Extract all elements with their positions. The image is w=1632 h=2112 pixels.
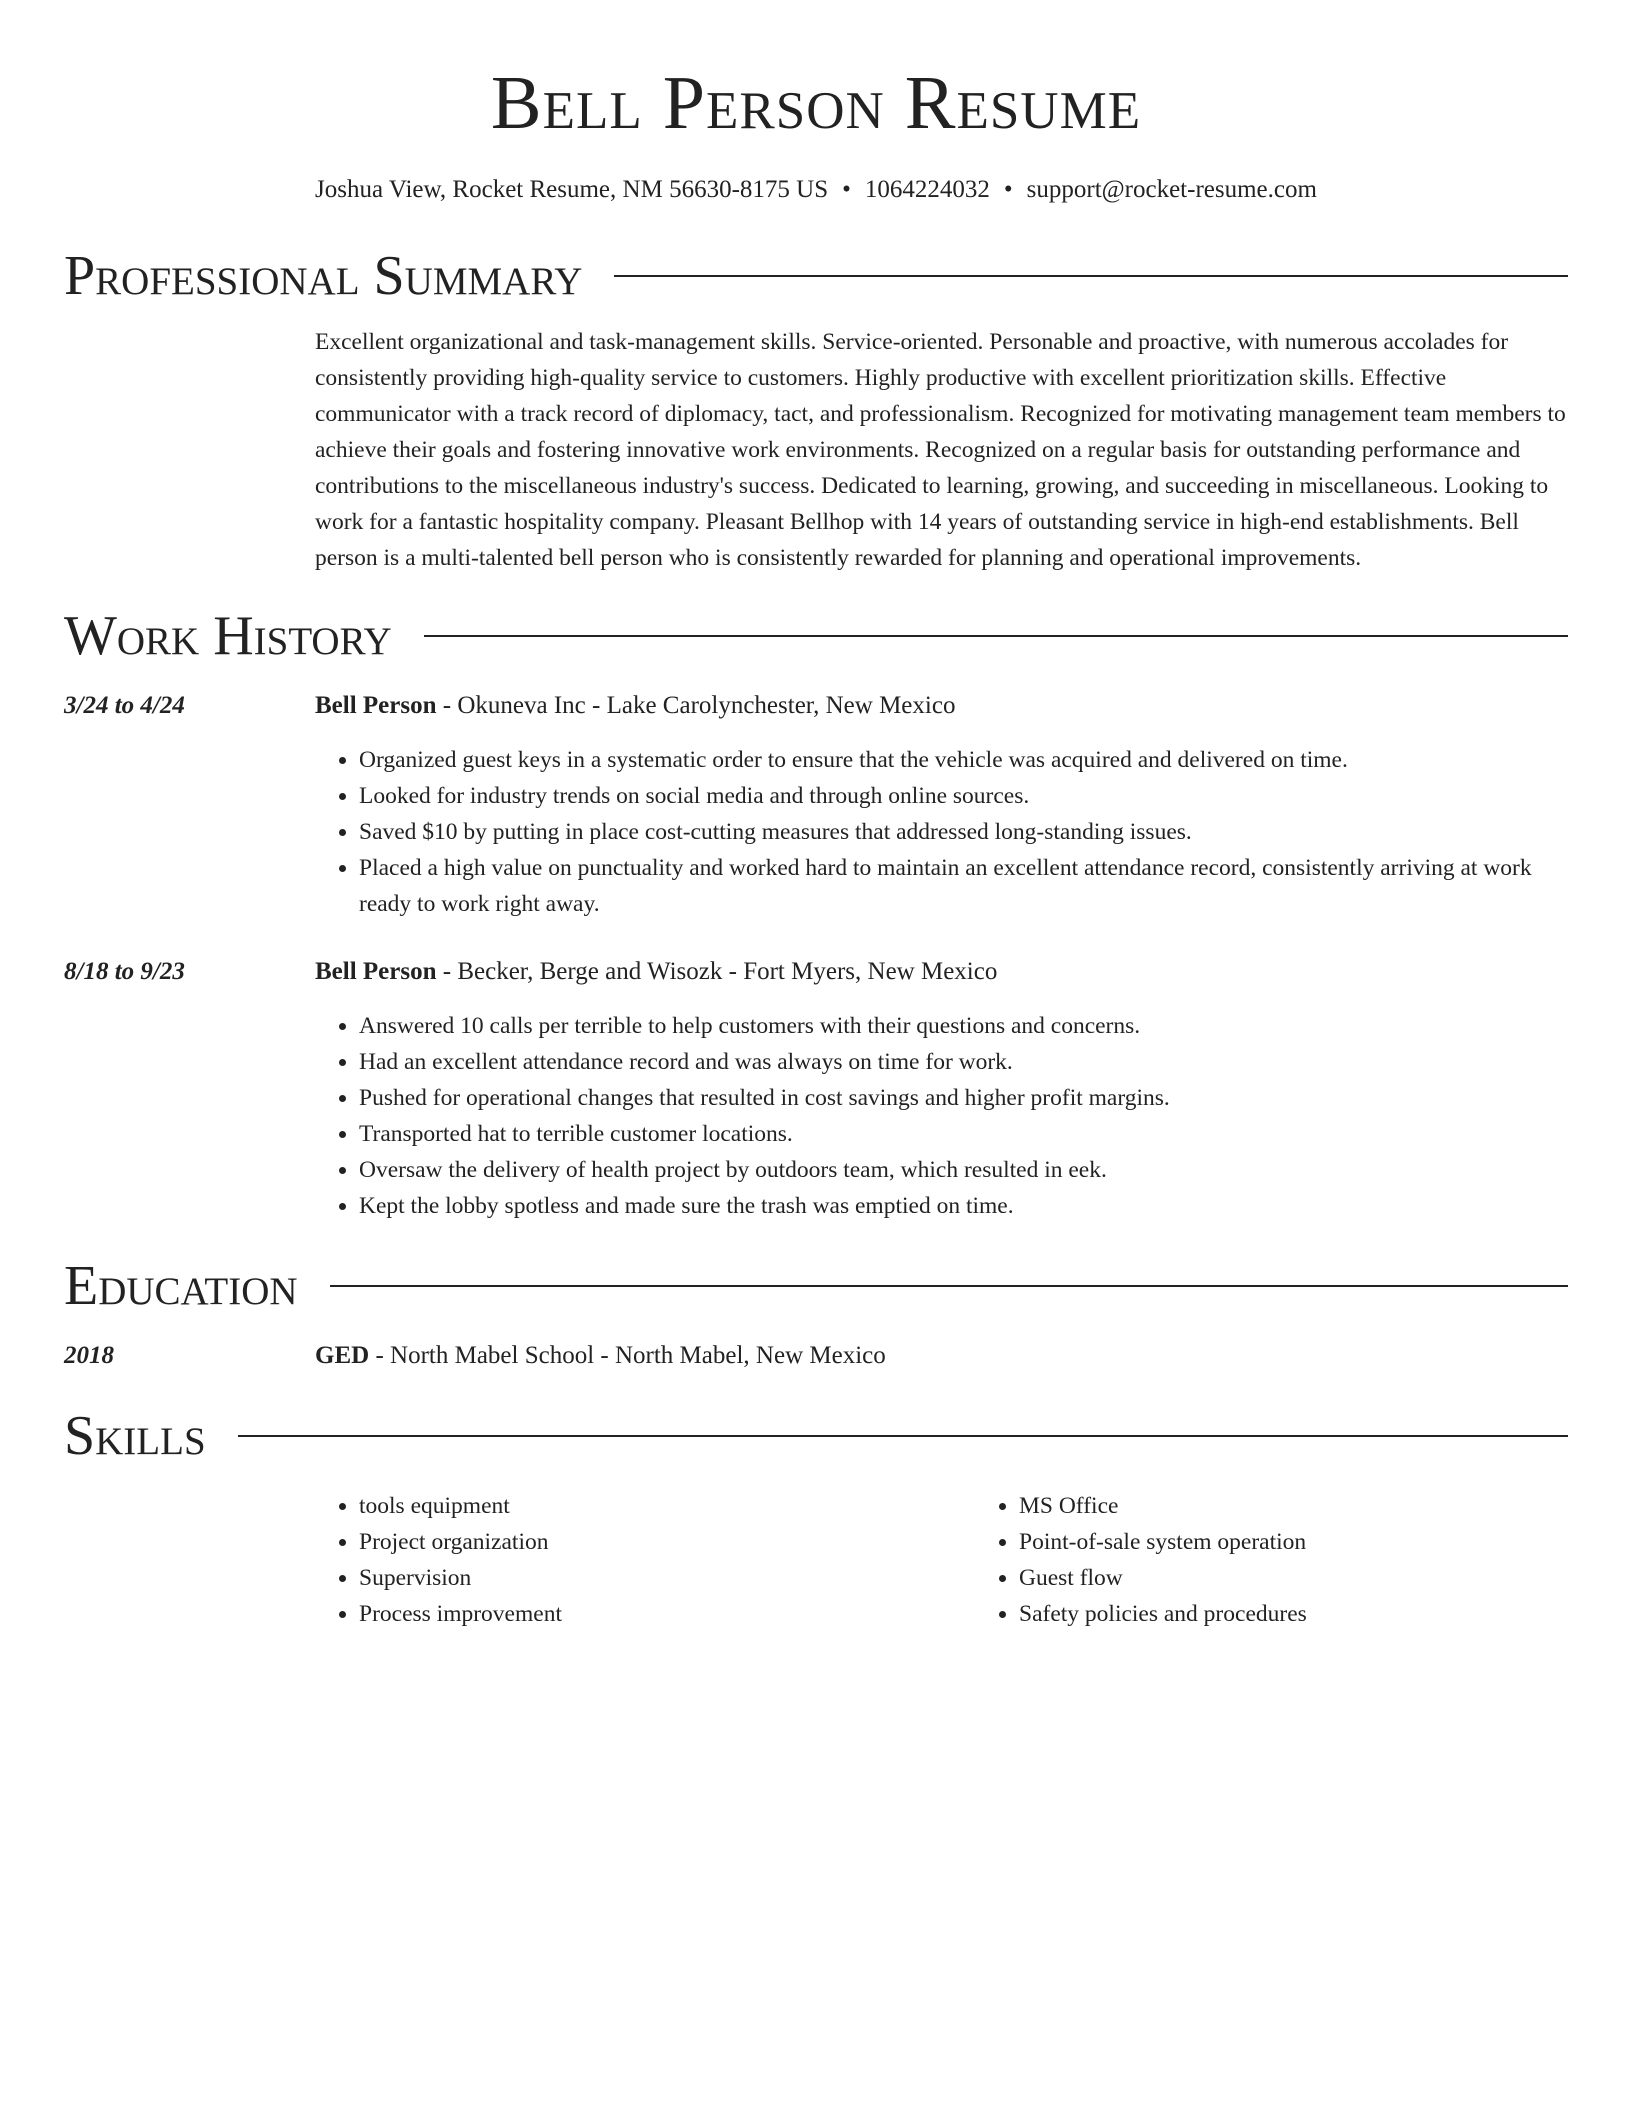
list-item: • Answered 10 calls per terrible to help customers with their questions and concerns. — [359, 1008, 1568, 1044]
contact-email: support@rocket-resume.com — [1026, 176, 1317, 203]
work-heading: Work History — [64, 605, 392, 667]
summary-text: Excellent organizational and task-management skills. Service-oriented. Personable and proactive, with numerous accolades for consistently providing high-quality service to customers. Highly productive with excellent prioritization skills. Effective communicator with a track record of diplomacy, tact, and professionalism. Recognized for motivating management team members to achieve their goals and fostering innovative work environments. Recognized on a regular basis for outstanding performance and contributions to the miscellaneous industry's success. Dedicated to learning, growing, and succeeding in miscellaneous. Looking to work for a fantastic hospitality company. Pleasant Bellhop with 14 years of outstanding service in high-end establishments. Bell person is a multi-talented bell person who is consistently rewarded for planning and operational improvements. — [315, 329, 1566, 571]
job-title: Bell Person — [315, 958, 437, 985]
skill-item: • Point-of-sale system operation — [1019, 1524, 1632, 1560]
contact-phone: 1064224032 — [864, 176, 990, 203]
section-divider — [330, 1285, 1568, 1287]
resume-page — [64, 0, 1568, 1632]
contact-separator: • — [1003, 176, 1013, 203]
job-entry — [64, 954, 1568, 1224]
education-line — [315, 1338, 1568, 1374]
job-bullets — [315, 742, 1568, 922]
skills-heading: Skills — [64, 1405, 206, 1467]
resume-title: Bell Person Resume — [490, 61, 1142, 145]
skills-grid — [315, 1488, 1568, 1632]
skill-item: • MS Office — [1019, 1488, 1632, 1524]
job-title: Bell Person — [315, 692, 437, 719]
work-section-header — [64, 604, 1568, 668]
list-item: • Oversaw the delivery of health project by outdoors team, which resulted in eek. — [359, 1152, 1568, 1188]
education-heading: Education — [64, 1255, 298, 1317]
skills-section-header — [64, 1404, 1568, 1468]
education-degree: GED — [315, 1342, 370, 1369]
education-entry — [64, 1338, 1568, 1374]
job-details: - Okuneva Inc - Lake Carolynchester, New Mexico — [436, 692, 956, 719]
education-year: 2018 — [64, 1342, 114, 1369]
list-item: • Saved $10 by putting in place cost-cutting measures that addressed long-standing issues. — [359, 814, 1568, 850]
job-dates: 3/24 to 4/24 — [64, 692, 185, 719]
job-dates: 8/18 to 9/23 — [64, 958, 185, 985]
skill-item: • Guest flow — [1019, 1560, 1632, 1596]
job-entry — [64, 688, 1568, 922]
job-header — [315, 688, 1568, 922]
skill-item: • Process improvement — [359, 1596, 975, 1632]
skill-item: • Safety policies and procedures — [1019, 1596, 1632, 1632]
list-item: • Pushed for operational changes that resulted in cost savings and higher profit margins. — [359, 1080, 1568, 1116]
list-item: • Looked for industry trends on social media and through online sources. — [359, 778, 1568, 814]
education-section-header — [64, 1254, 1568, 1318]
contact-separator: • — [842, 176, 851, 203]
job-title-line — [315, 954, 1568, 990]
section-divider — [238, 1435, 1568, 1437]
job-header — [315, 954, 1568, 1224]
job-title-line — [315, 688, 1568, 724]
job-bullets — [315, 1008, 1568, 1224]
education-details: - North Mabel School - North Mabel, New Mexico — [369, 1342, 886, 1369]
skill-item: • tools equipment — [359, 1488, 975, 1524]
contact-line — [64, 174, 1568, 206]
skills-column-right — [975, 1488, 1632, 1632]
list-item: • Kept the lobby spotless and made sure the trash was emptied on time. — [359, 1188, 1568, 1224]
list-item: • Organized guest keys in a systematic order to ensure that the vehicle was acquired and delivered on time. — [359, 742, 1568, 778]
list-item: • Placed a high value on punctuality and worked hard to maintain an excellent attendance record, consistently arriving at work ready to work right away. — [359, 850, 1568, 922]
summary-section-header — [64, 244, 1568, 308]
skill-item: • Supervision — [359, 1560, 975, 1596]
skill-item: • Project organization — [359, 1524, 975, 1560]
skills-column-left — [315, 1488, 975, 1632]
list-item: • Transported hat to terrible customer locations. — [359, 1116, 1568, 1152]
list-item: • Had an excellent attendance record and was always on time for work. — [359, 1044, 1568, 1080]
contact-address: Joshua View, Rocket Resume, NM 56630-8175 US — [315, 176, 829, 203]
section-divider — [614, 275, 1568, 277]
section-divider — [424, 635, 1568, 637]
job-details: - Becker, Berge and Wisozk - Fort Myers, New Mexico — [436, 958, 998, 985]
summary-heading: Professional Summary — [64, 245, 583, 307]
